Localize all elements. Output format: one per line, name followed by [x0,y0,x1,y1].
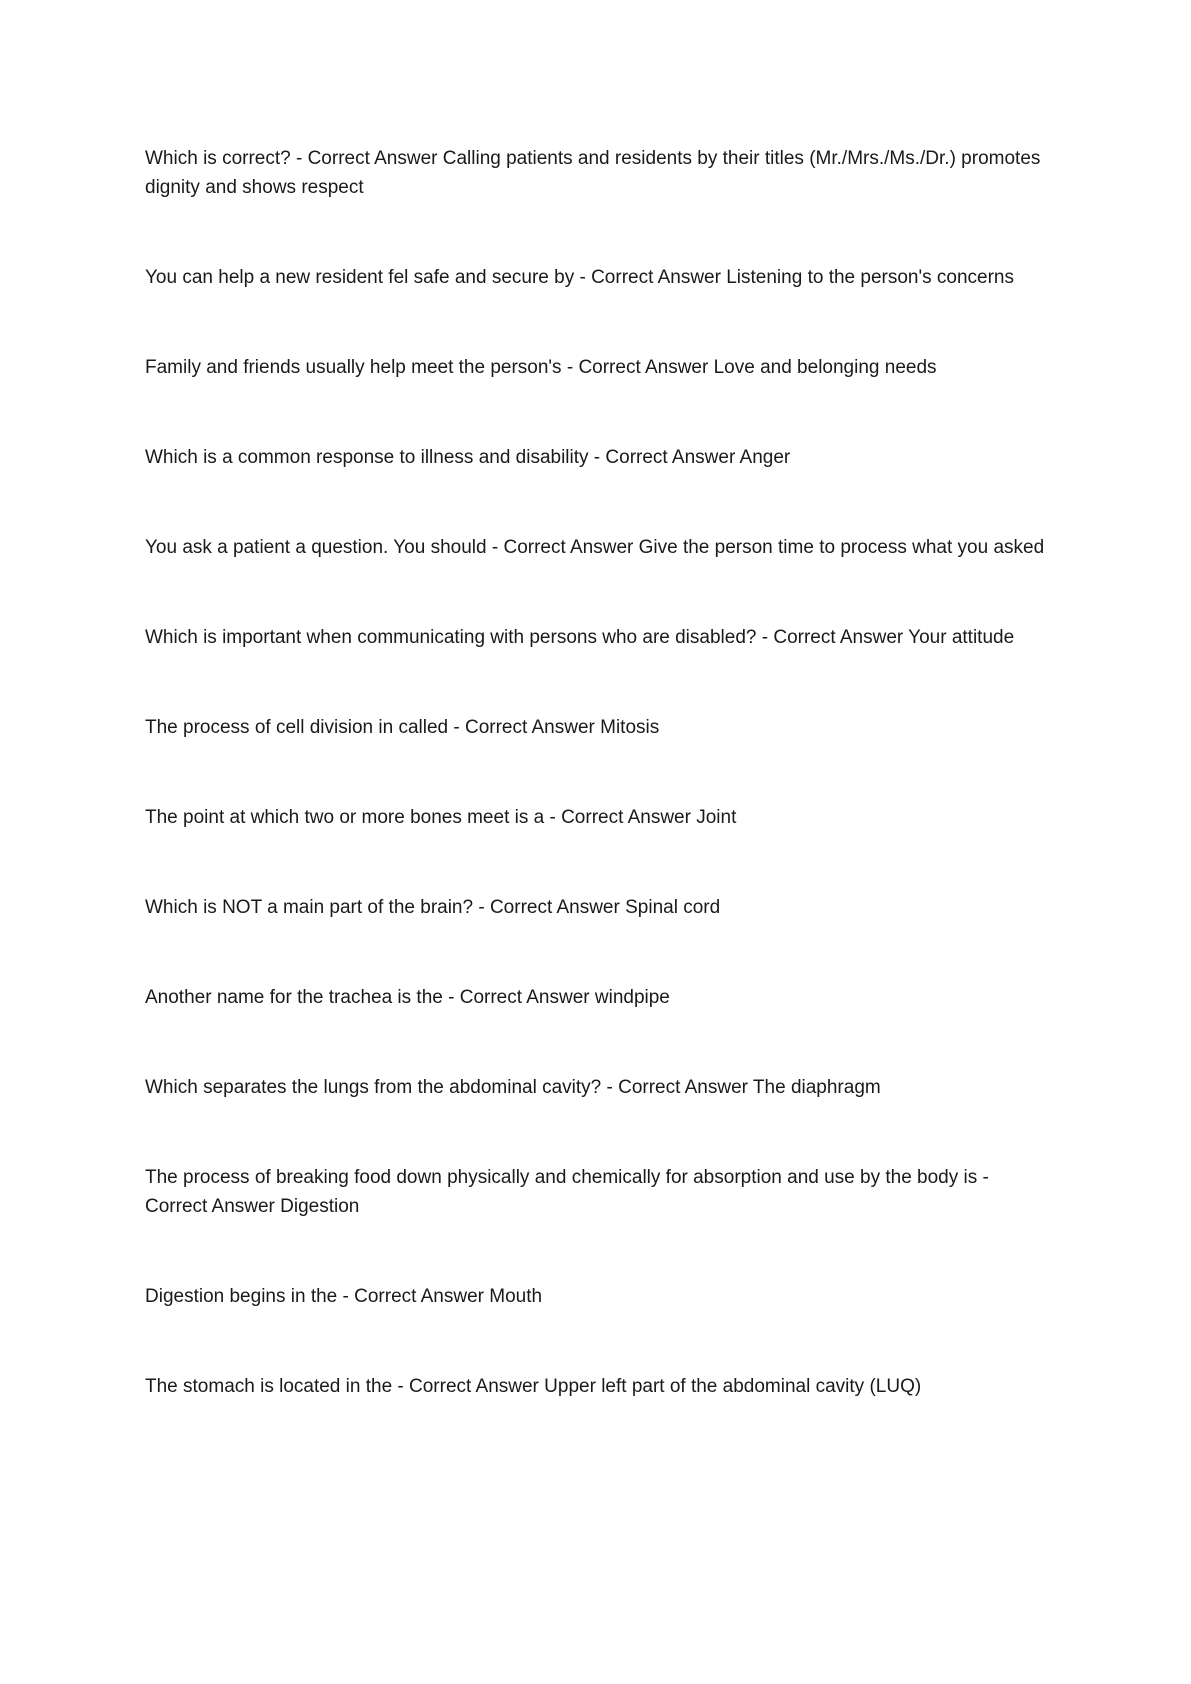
qa-item: The process of cell division in called - Correct Answer Mitosis [145,717,660,738]
qa-item: Family and friends usually help meet the person's - Correct Answer Love and belonging needs [145,357,937,378]
qa-item: The stomach is located in the - Correct Answer Upper left part of the abdominal cavity (LUQ) [145,1376,922,1397]
qa-list [145,144,1050,1462]
qa-item: Which is a common response to illness and disability - Correct Answer Anger [145,447,791,468]
qa-item: Which is important when communicating with persons who are disabled? - Correct Answer Your attitude [145,627,1015,648]
qa-item: Which separates the lungs from the abdominal cavity? - Correct Answer The diaphragm [145,1077,881,1098]
qa-item: Digestion begins in the - Correct Answer Mouth [145,1286,543,1307]
qa-item: The process of breaking food down physically and chemically for absorption and use by the body is - Correct Answer Digestion [145,1167,989,1217]
qa-item: Another name for the trachea is the - Correct Answer windpipe [145,987,670,1008]
qa-item: Which is correct? - Correct Answer Calling patients and residents by their titles (Mr./Mrs./Ms./Dr.) promotes dignity and shows respect [145,148,1041,198]
qa-item: The point at which two or more bones meet is a - Correct Answer Joint [145,807,737,828]
qa-item: You can help a new resident fel safe and secure by - Correct Answer Listening to the person's concerns [145,267,1014,288]
qa-item: You ask a patient a question. You should - Correct Answer Give the person time to process what you asked [145,537,1045,558]
qa-item: Which is NOT a main part of the brain? - Correct Answer Spinal cord [145,897,721,918]
